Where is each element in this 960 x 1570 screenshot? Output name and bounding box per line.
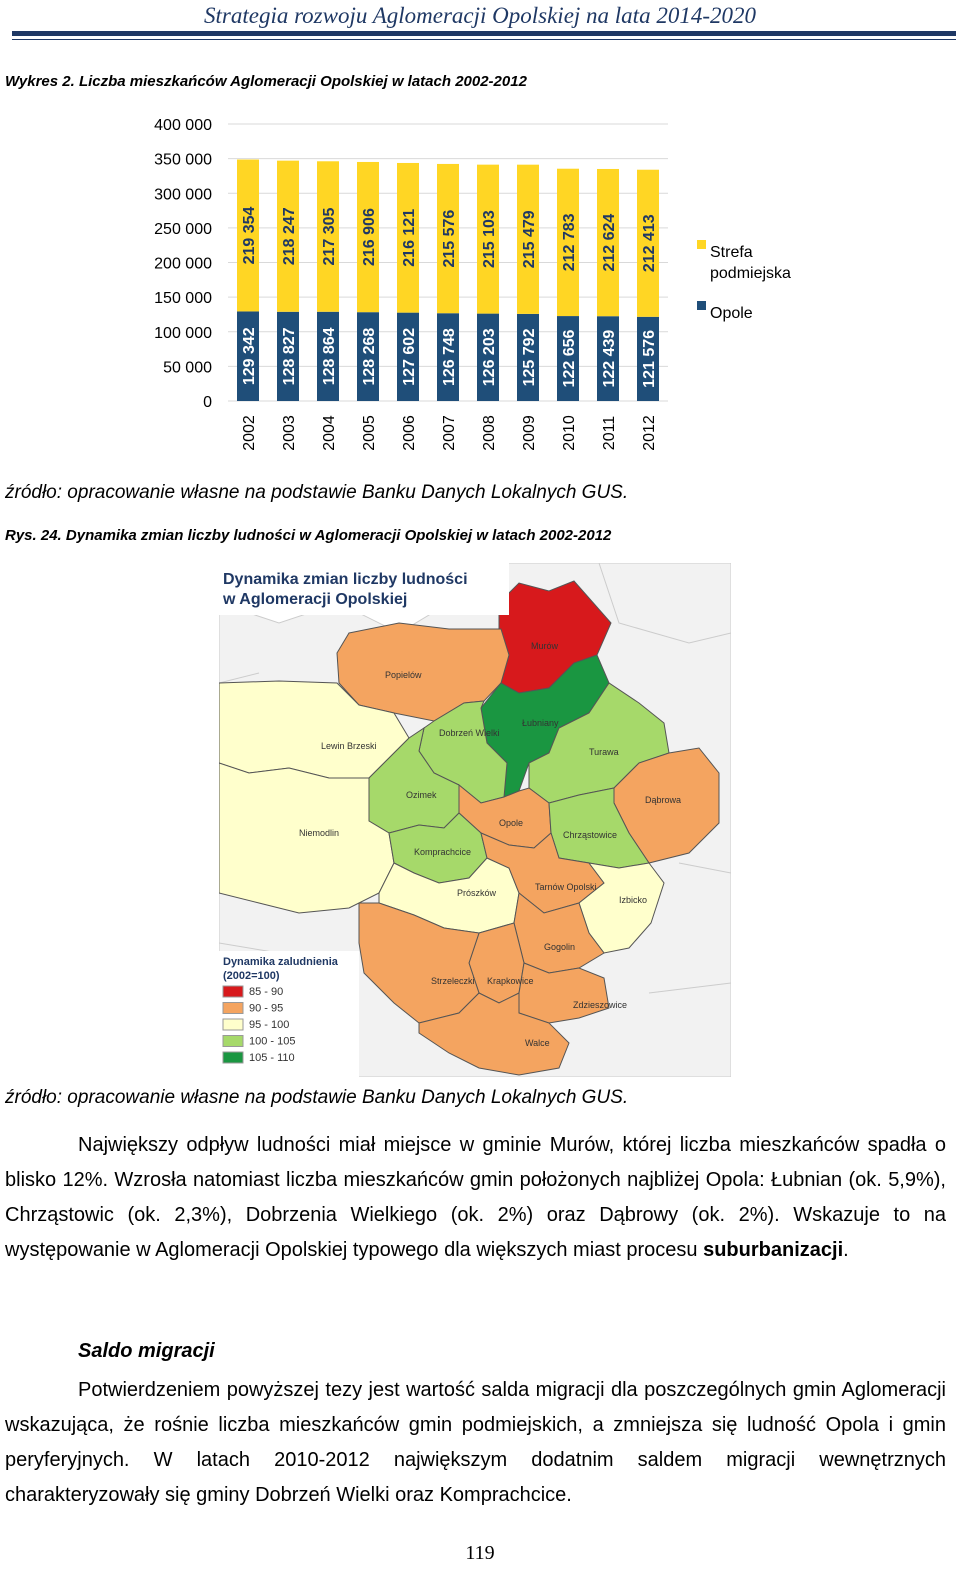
map-area-niemodlin — [219, 763, 394, 913]
map-legend-swatch — [223, 1052, 243, 1063]
x-tick-label: 2005 — [361, 415, 378, 451]
header-rule-thin — [12, 39, 956, 40]
map-label-chrzastowice: Chrząstowice — [563, 830, 618, 840]
map-label-opole: Opole — [499, 818, 524, 828]
data-label: 212 783 — [561, 213, 578, 272]
map-legend-label: 90 - 95 — [249, 1002, 284, 1015]
population-dynamics-map — [219, 563, 731, 1077]
y-tick-label: 350 000 — [154, 151, 212, 169]
map-legend-label: 85 - 90 — [249, 986, 284, 998]
data-label: 216 906 — [361, 208, 378, 266]
legend-label-opole: Opole — [710, 305, 753, 322]
data-label: 126 203 — [481, 328, 498, 387]
header-title: Strategia rozwoju Aglomeracji Opolskiej na lata 2014-2020 — [204, 3, 756, 28]
x-tick-label: 2011 — [601, 415, 618, 451]
map-label-komprachcice: Komprachcice — [414, 847, 472, 857]
chart-caption — [5, 73, 527, 90]
map-label-dabrowa: Ozimek — [406, 790, 437, 800]
map-label-strzeleczki: Strzeleczki — [431, 976, 475, 986]
paragraph-2-text: Potwierdzeniem powyższej tezy jest wartość salda migracji dla poszczególnych gmin Aglomeracji wskazująca, że rośnie liczba mieszkańców gmin podmiejskich, a zmniejsza się ludność Opola i gmin peryferyjnych. W latach 2010-2012 największym dodatnim saldem migracji wewnętrznych charakteryzowały się gminy Dobrzeń Wielki oraz Komprachcice. — [5, 1379, 946, 1506]
x-tick-label: 2009 — [521, 415, 538, 451]
x-tick-label: 2007 — [441, 415, 458, 451]
x-tick-label: 2004 — [321, 415, 338, 451]
map-label-ozimek: Dąbrowa — [645, 795, 682, 805]
map-label-turawa: Turawa — [589, 747, 619, 757]
map-title-line1: Dynamika zmian liczby ludności — [223, 571, 468, 588]
figure-caption — [5, 527, 611, 544]
data-label: 215 103 — [481, 210, 498, 269]
map-legend-swatch — [223, 1036, 243, 1047]
header-rule — [12, 31, 956, 36]
legend-swatch — [697, 301, 706, 310]
legend-label-strefa: Strefa podmiejska — [710, 244, 791, 282]
data-label: 128 268 — [361, 327, 378, 386]
x-tick-label: 2008 — [481, 415, 498, 451]
map-label-niemodlin: Niemodlin — [299, 828, 340, 838]
data-label: 212 413 — [641, 214, 658, 273]
data-label: 127 602 — [401, 327, 418, 386]
map-legend-label: 100 - 105 — [249, 1035, 296, 1048]
map-label-dobrzen: Dobrzeń Wielki — [439, 728, 500, 738]
paragraph-1-end: . — [843, 1239, 849, 1261]
chart-caption-text: Liczba mieszkańców Aglomeracji Opolskiej w latach 2002-2012 — [78, 73, 527, 90]
y-tick-label: 150 000 — [154, 290, 212, 308]
map-title-line2: w Aglomeracji Opolskiej — [223, 591, 408, 608]
data-label: 122 439 — [601, 329, 618, 388]
y-tick-label: 250 000 — [154, 220, 212, 238]
map-label-lewin: Lewin Brzeski — [321, 741, 377, 751]
map-svg — [219, 563, 731, 1077]
map-label-murow: Murów — [531, 641, 559, 651]
page-number: 119 — [465, 1542, 495, 1564]
map-source: źródło: opracowanie własne na podstawie Banku Danych Lokalnych GUS. — [5, 1087, 629, 1108]
map-label-lubniany: Łubniany — [522, 718, 559, 728]
paragraph-1-bold: suburbanizacji — [703, 1239, 844, 1261]
data-label: 216 121 — [401, 208, 418, 267]
map-label-izbicko: Izbicko — [619, 895, 648, 905]
population-chart — [0, 100, 960, 470]
map-legend-title-line1: Dynamika zaludnienia — [223, 956, 338, 968]
y-tick-label: 200 000 — [154, 255, 212, 273]
y-tick-label: 100 000 — [154, 324, 212, 342]
map-legend-swatch — [223, 1003, 243, 1014]
chart-source: źródło: opracowanie własne na podstawie Banku Danych Lokalnych GUS. — [5, 482, 629, 503]
data-label: 122 656 — [561, 329, 578, 388]
y-tick-label: 300 000 — [154, 186, 212, 204]
data-label: 217 305 — [321, 207, 338, 266]
map-label-zdzieszowice: Zdzieszowice — [573, 1000, 628, 1010]
chart-svg — [0, 100, 960, 470]
data-label: 218 247 — [281, 207, 298, 266]
map-label-walce: Walce — [525, 1038, 550, 1048]
paragraph-2 — [5, 1373, 946, 1513]
x-tick-label: 2010 — [561, 415, 578, 451]
map-label-proszkow: Prószków — [457, 888, 497, 898]
y-tick-label: 50 000 — [163, 359, 212, 377]
map-legend-title-line2: (2002=100) — [223, 970, 280, 982]
map-legend-swatch — [223, 1019, 243, 1030]
x-tick-label: 2002 — [241, 415, 258, 451]
data-label: 125 792 — [521, 328, 538, 387]
legend-swatch — [697, 240, 706, 249]
data-label: 212 624 — [601, 213, 618, 272]
paragraph-1 — [5, 1128, 946, 1268]
y-tick-label: 0 — [203, 394, 212, 411]
x-tick-label: 2003 — [281, 415, 298, 451]
figure-caption-text: Dynamika zmian liczby ludności w Aglomeracji Opolskiej w latach 2002-2012 — [65, 527, 612, 544]
data-label: 215 479 — [521, 210, 538, 269]
data-label: 128 827 — [281, 327, 298, 386]
data-label: 121 576 — [641, 329, 658, 388]
data-label: 215 576 — [441, 209, 458, 268]
data-label: 126 748 — [441, 328, 458, 387]
y-tick-label: 400 000 — [154, 117, 212, 134]
figure-caption-label: Rys. 24. — [5, 527, 62, 544]
data-label: 129 342 — [241, 327, 258, 386]
map-legend-label: 95 - 100 — [249, 1019, 290, 1031]
x-tick-label: 2012 — [641, 415, 658, 451]
map-label-tarnow: Tarnów Opolski — [535, 882, 597, 892]
map-label-gogolin: Gogolin — [544, 942, 576, 952]
map-label-popielow: Popielów — [385, 670, 422, 680]
paragraph-1-text: Największy odpływ ludności miał miejsce w gminie Murów, której liczba mieszkańców spadła o blisko 12%. Wzrosła natomiast liczba mieszkańców gmin położonych najbliżej Opola: Łubnian (ok. 5,9%), Chrząstowic (ok. 2,3%), Dobrzenia Wielkiego (ok. 2%) oraz Dąbrowy (ok. 2%). Wskazuje to na występowanie w Aglomeracji Opolskiej typowego dla większych miast procesu — [5, 1134, 946, 1261]
chart-caption-label: Wykres 2. — [5, 73, 75, 90]
x-tick-label: 2006 — [401, 415, 418, 451]
map-label-krapkowice: Krapkowice — [487, 976, 534, 986]
data-label: 128 864 — [321, 327, 338, 386]
map-legend-swatch — [223, 986, 243, 997]
map-legend-label: 105 - 110 — [249, 1052, 295, 1064]
section-heading: Saldo migracji — [78, 1340, 215, 1362]
data-label: 219 354 — [241, 206, 258, 265]
